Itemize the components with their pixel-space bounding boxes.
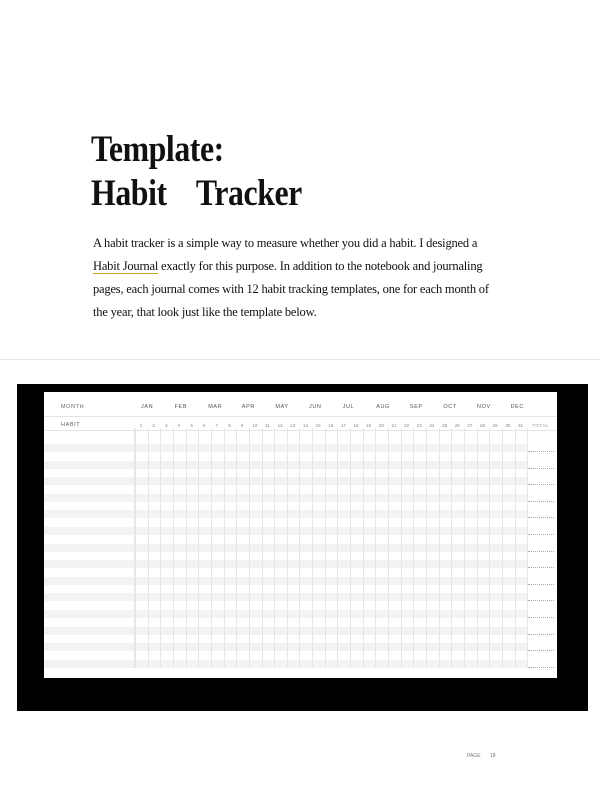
grid-column-line: [401, 428, 402, 668]
intro-line: pages, each journal comes with 12 habit tracking templates, one for each month of: [93, 282, 489, 296]
total-cell[interactable]: [528, 468, 554, 469]
habit-journal-link[interactable]: Habit Journal: [93, 259, 159, 273]
grid-column-line: [375, 428, 376, 668]
day-label: 27: [467, 423, 473, 428]
day-label: 21: [391, 423, 397, 428]
day-label: 25: [442, 423, 448, 428]
month-label-jan[interactable]: JAN: [141, 404, 154, 410]
day-label: 1: [139, 423, 143, 428]
grid-column-line: [287, 428, 288, 668]
grid-column-line: [249, 428, 250, 668]
habit-row[interactable]: [44, 627, 527, 635]
grid-column-line: [337, 428, 338, 668]
title-line-1: Template:: [91, 129, 224, 170]
intro-line: the year, that look just like the template below.: [93, 305, 317, 319]
habit-header-label: HABIT: [61, 422, 81, 428]
month-label-nov[interactable]: NOV: [477, 404, 491, 410]
day-label: 4: [177, 423, 181, 428]
total-cell[interactable]: [528, 551, 554, 552]
total-cell[interactable]: [528, 534, 554, 535]
total-cell[interactable]: [528, 617, 554, 618]
total-cell[interactable]: [528, 501, 554, 502]
day-label: 9: [240, 423, 244, 428]
habit-row[interactable]: [44, 510, 527, 518]
grid-column-line: [527, 428, 528, 668]
day-label: 2: [152, 423, 155, 428]
month-label-oct[interactable]: OCT: [443, 404, 457, 410]
day-label: 20: [378, 423, 384, 428]
habit-row[interactable]: [44, 461, 527, 469]
grid-column-line: [299, 428, 300, 668]
day-label: 10: [252, 423, 258, 428]
habit-row[interactable]: [44, 643, 527, 651]
day-label: 6: [202, 423, 206, 428]
page-number: 18: [490, 753, 496, 759]
page-title: [91, 128, 302, 216]
day-label: 26: [454, 423, 460, 428]
total-cell[interactable]: [528, 600, 554, 601]
grid-column-line: [413, 428, 414, 668]
grid-column-line: [502, 428, 503, 668]
total-cell[interactable]: [528, 567, 554, 568]
day-label: 12: [277, 423, 283, 428]
habit-tracker-template: [44, 392, 557, 678]
habit-row[interactable]: [44, 527, 527, 535]
month-label-apr[interactable]: APR: [241, 404, 255, 410]
intro-paragraph: [93, 232, 533, 324]
grid-column-line: [135, 428, 136, 668]
habit-row[interactable]: [44, 444, 527, 452]
month-label-mar[interactable]: MAR: [208, 404, 223, 410]
grid-column-line: [426, 428, 427, 668]
grid-column-line: [388, 428, 389, 668]
grid-column-line: [312, 428, 313, 668]
total-cell[interactable]: [528, 667, 554, 668]
section-divider: [0, 359, 600, 360]
month-label-jun[interactable]: JUN: [309, 404, 322, 410]
title-word-tracker: Tracker: [195, 173, 302, 214]
grid-column-line: [173, 428, 174, 668]
day-label: 3: [165, 423, 168, 428]
habit-row[interactable]: [44, 577, 527, 585]
grid-column-line: [350, 428, 351, 668]
day-label: 30: [505, 423, 511, 428]
day-label: 5: [190, 423, 193, 428]
day-label: 11: [265, 423, 270, 428]
header-rule: [44, 430, 557, 431]
day-label: 13: [290, 423, 296, 428]
total-cell[interactable]: [528, 634, 554, 635]
day-label: 29: [492, 423, 498, 428]
grid-column-line: [439, 428, 440, 668]
grid-column-line: [515, 428, 516, 668]
habit-row[interactable]: [44, 660, 527, 668]
month-label-may[interactable]: MAY: [275, 404, 289, 410]
grid-column-line: [451, 428, 452, 668]
total-cell[interactable]: [528, 650, 554, 651]
grid-column-line: [160, 428, 161, 668]
grid-column-line: [186, 428, 187, 668]
month-header-label: MONTH: [61, 404, 85, 410]
month-label-aug[interactable]: AUG: [376, 404, 390, 410]
day-label: 28: [480, 423, 486, 428]
day-label: 8: [228, 423, 231, 428]
day-label: 17: [340, 423, 346, 428]
title-word-habit: Habit: [91, 173, 167, 214]
grid-column-line: [148, 428, 149, 668]
day-label: 7: [215, 423, 219, 428]
grid-column-line: [224, 428, 225, 668]
day-label: 23: [416, 423, 422, 428]
habit-row[interactable]: [44, 494, 527, 502]
grid-column-line: [325, 428, 326, 668]
habit-row[interactable]: [44, 544, 527, 552]
page-label: PAGE: [467, 753, 481, 759]
day-label: 24: [429, 423, 435, 428]
habit-row[interactable]: [44, 560, 527, 568]
habit-row[interactable]: [44, 593, 527, 601]
grid-column-line: [363, 428, 364, 668]
habit-row[interactable]: [44, 610, 527, 618]
grid-column-line: [211, 428, 212, 668]
day-label: 14: [302, 423, 308, 428]
month-label-sep[interactable]: SEP: [409, 404, 423, 410]
day-label: 18: [353, 423, 359, 428]
month-label-dec[interactable]: DEC: [510, 404, 525, 410]
day-label: 16: [328, 423, 334, 428]
total-cell[interactable]: [528, 484, 554, 485]
total-cell[interactable]: [528, 451, 554, 452]
header-rule: [44, 416, 557, 417]
grid-column-line: [198, 428, 199, 668]
intro-line-rest: exactly for this purpose. In addition to the notebook and journaling: [158, 259, 483, 273]
total-header-label: TOTAL: [532, 423, 550, 428]
grid-column-line: [274, 428, 275, 668]
grid-column-line: [489, 428, 490, 668]
day-label: 22: [404, 423, 410, 428]
day-label: 19: [366, 423, 372, 428]
total-cell[interactable]: [528, 584, 554, 585]
total-cell[interactable]: [528, 517, 554, 518]
grid-column-line: [477, 428, 478, 668]
intro-line: A habit tracker is a simple way to measure whether you did a habit. I designed a: [93, 236, 478, 250]
intro-line: [93, 255, 533, 278]
grid-column-line: [262, 428, 263, 668]
grid-column-line: [236, 428, 237, 668]
grid-column-line: [464, 428, 465, 668]
habit-row[interactable]: [44, 477, 527, 485]
day-label: 31: [517, 423, 523, 428]
month-label-jul[interactable]: JUL: [342, 404, 355, 410]
month-label-feb[interactable]: FEB: [174, 404, 188, 410]
day-label: 15: [315, 423, 321, 428]
